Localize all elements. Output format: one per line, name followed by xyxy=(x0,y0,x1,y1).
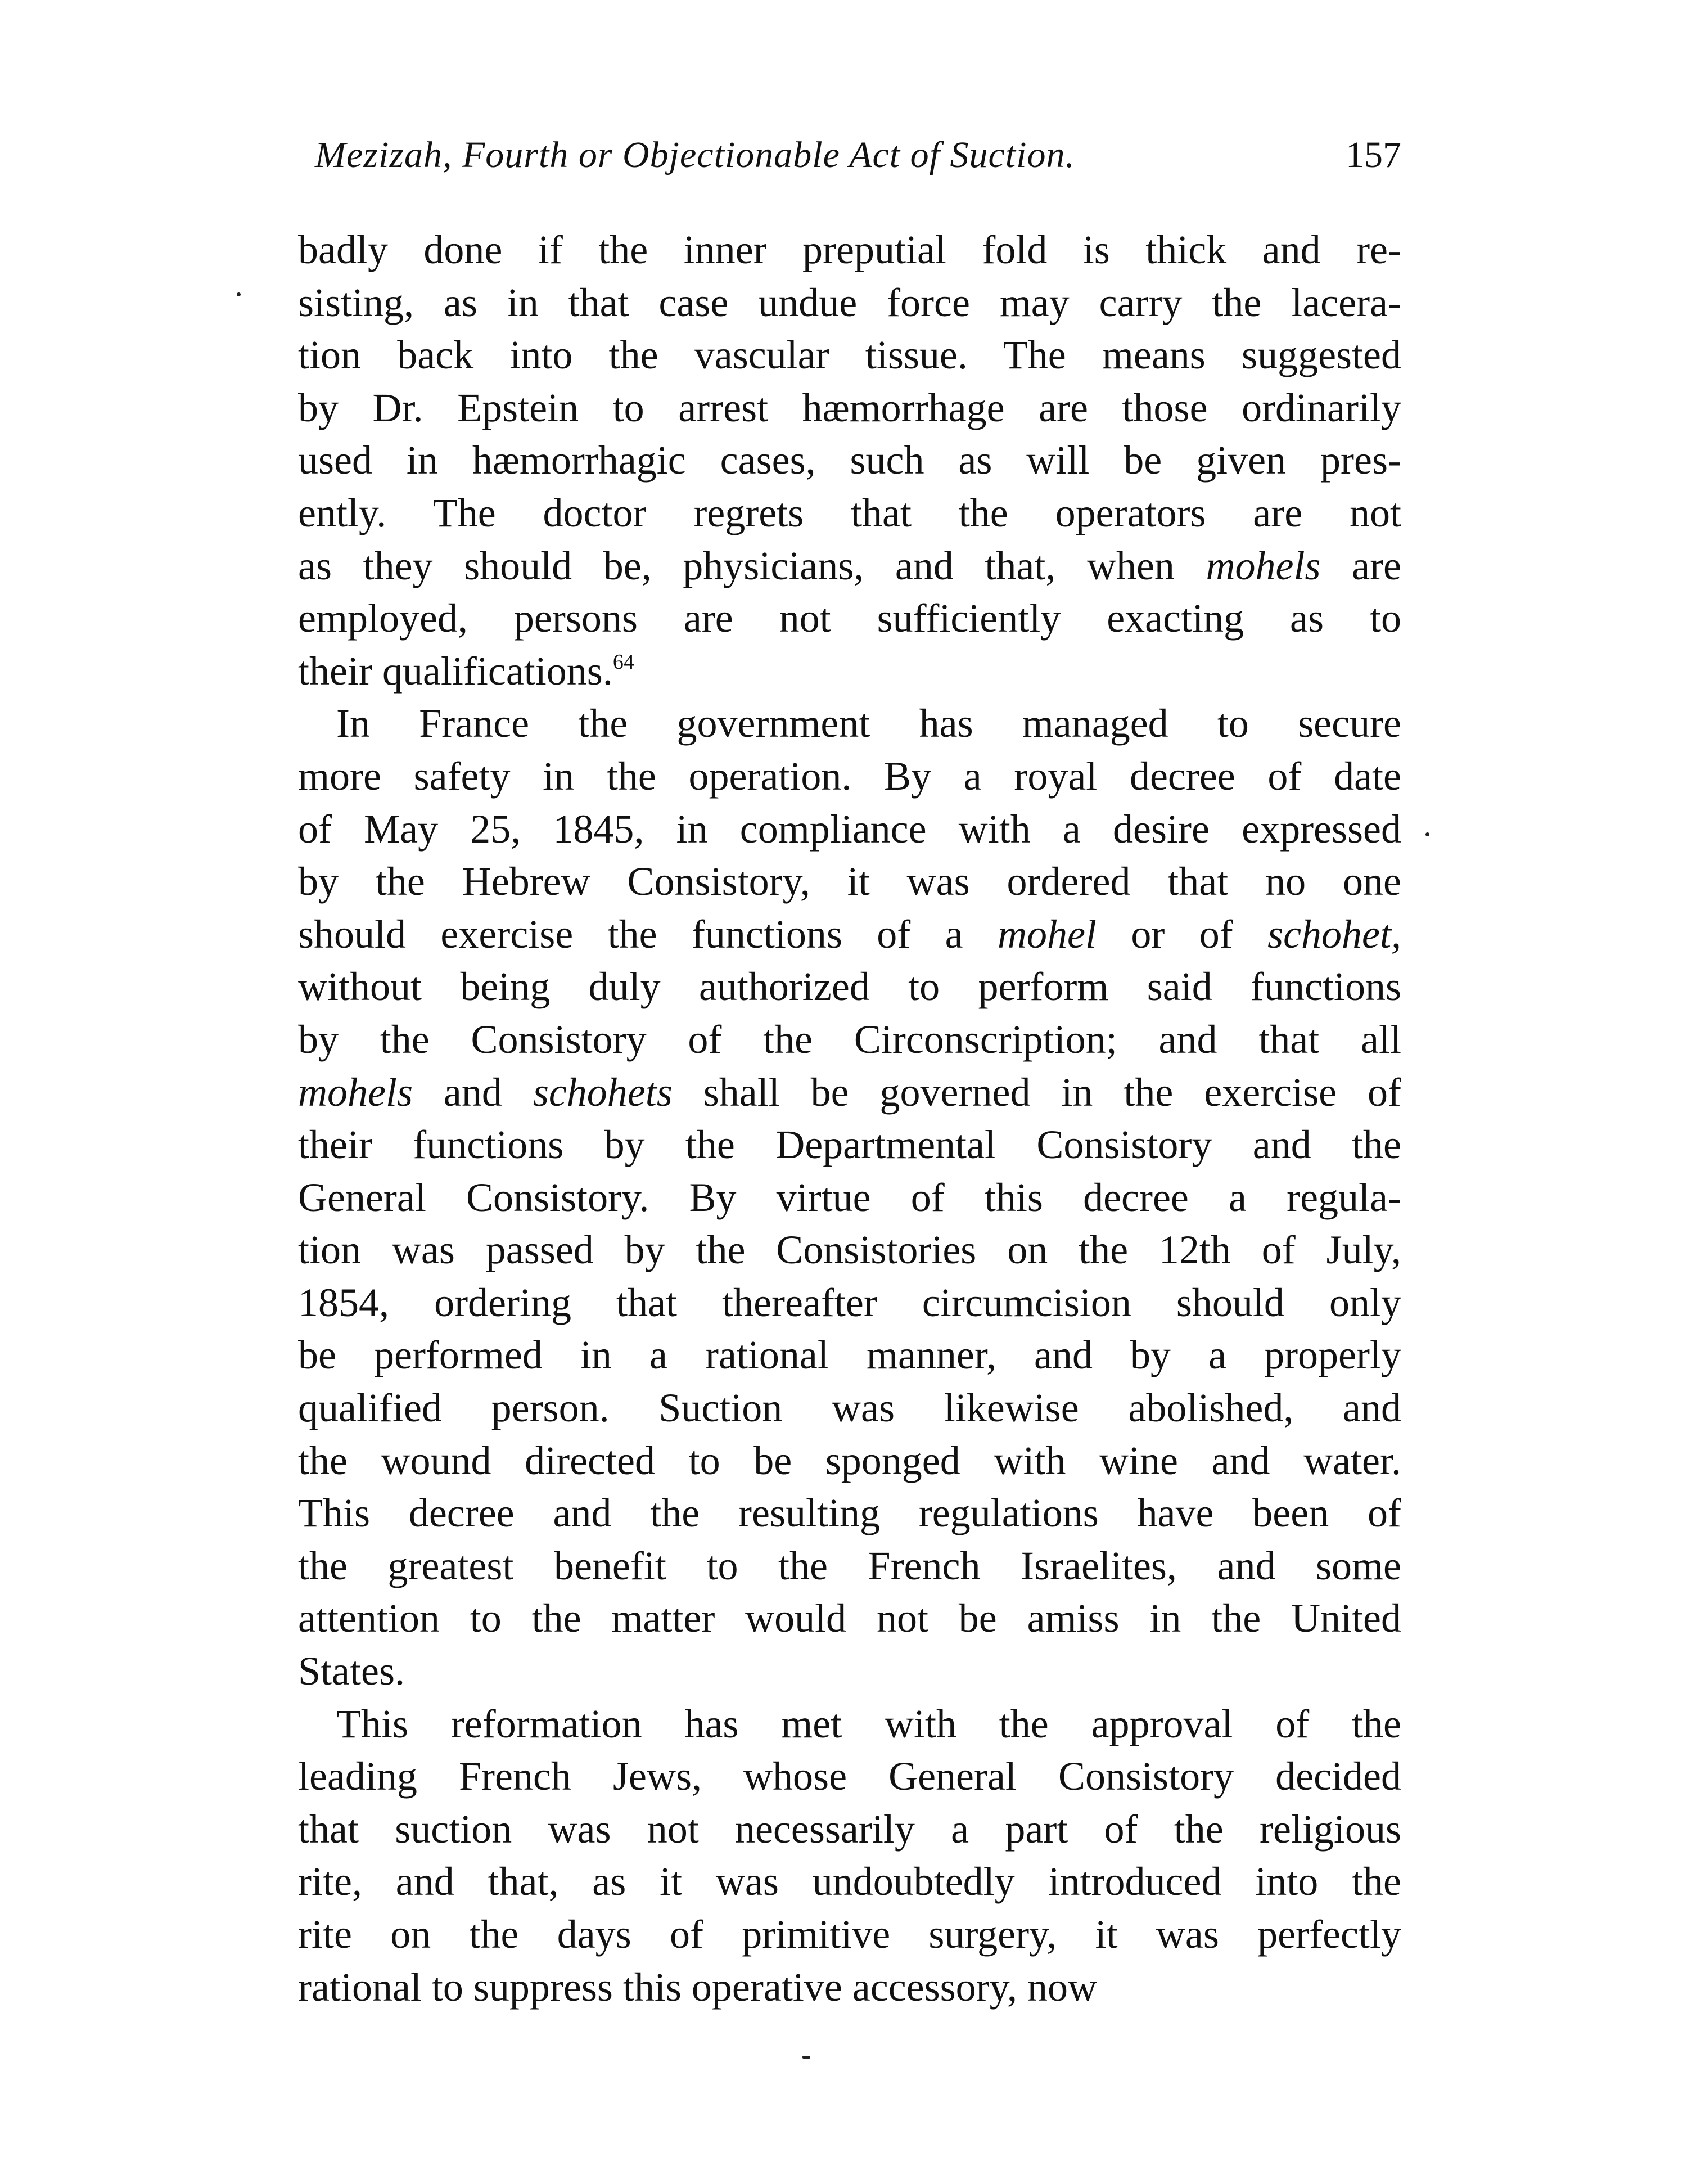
text-line xyxy=(298,1066,1401,1119)
text-segment: the wound directed to be sponged with wine and water. xyxy=(298,1438,1401,1483)
text-line xyxy=(298,434,1401,487)
text-line xyxy=(298,1698,1401,1751)
text-segment: ently. The doctor regrets that the operators are not xyxy=(298,490,1401,535)
text-line xyxy=(298,487,1401,540)
text-segment: or of xyxy=(1096,911,1268,957)
text-segment: States. xyxy=(298,1649,405,1694)
text-segment: by the Hebrew Consistory, it was ordered that no one xyxy=(298,859,1401,904)
text-segment: sisting, as in that case undue force may carry the lacera- xyxy=(298,280,1401,325)
running-title: Mezizah, Fourth or Objectionable Act of Suction. xyxy=(315,134,1075,175)
text-segment: more safety in the operation. By a royal decree of date xyxy=(298,753,1401,799)
paragraph xyxy=(298,1698,1401,2014)
text-line xyxy=(298,1803,1401,1856)
text-segment: their functions by the Departmental Consistory and the xyxy=(298,1122,1401,1168)
text-line xyxy=(298,1435,1401,1488)
text-line xyxy=(298,1119,1401,1172)
text-line xyxy=(298,1277,1401,1330)
text-line xyxy=(298,1172,1401,1224)
text-line xyxy=(298,1487,1401,1540)
text-line xyxy=(298,961,1401,1014)
text-segment: of May 25, 1845, in compliance with a desire expressed xyxy=(298,806,1401,852)
text-segment: by Dr. Epstein to arrest hæmorrhage are those ordinarily xyxy=(298,385,1401,430)
text-line xyxy=(298,697,1401,750)
text-segment: and xyxy=(412,1069,533,1115)
text-segment: without being duly authorized to perform said functions xyxy=(298,964,1401,1010)
text-segment: General Consistory. By virtue of this decree a regula- xyxy=(298,1174,1401,1220)
text-segment: by the Consistory of the Circonscription; and that all xyxy=(298,1016,1401,1062)
text-line xyxy=(298,540,1401,593)
text-line xyxy=(298,1014,1401,1066)
print-speck xyxy=(802,2056,810,2059)
text-segment: rite, and that, as it was undoubtedly introduced into the xyxy=(298,1859,1401,1904)
text-line xyxy=(298,908,1401,961)
italic-text: mohel xyxy=(998,911,1097,957)
text-line xyxy=(298,1750,1401,1803)
print-speck xyxy=(237,292,241,296)
text-segment: shall be governed in the exercise of xyxy=(672,1069,1401,1115)
text-segment: qualified person. Suction was likewise abolished, and xyxy=(298,1385,1401,1431)
text-line xyxy=(298,1592,1401,1645)
paragraph xyxy=(298,697,1401,1697)
text-line xyxy=(298,1645,1401,1698)
italic-text: schohet, xyxy=(1267,911,1402,957)
text-segment: are xyxy=(1320,543,1402,588)
text-segment: employed, persons are not sufficiently exacting as to xyxy=(298,596,1401,641)
text-line xyxy=(298,224,1401,277)
text-segment: leading French Jews, whose General Consistory decided xyxy=(298,1754,1401,1799)
text-line xyxy=(298,1224,1401,1277)
italic-text: schohets xyxy=(533,1069,673,1115)
text-line xyxy=(298,750,1401,803)
page-body xyxy=(298,224,1401,2014)
italic-text: mohels xyxy=(298,1069,413,1115)
text-segment: rational to suppress this operative accessory, now xyxy=(298,1964,1097,2010)
page-number: 157 xyxy=(1346,134,1401,175)
text-line xyxy=(298,1540,1401,1593)
text-segment: In France the government has managed to secure xyxy=(336,701,1401,746)
text-segment: rite on the days of primitive surgery, it was perfectly xyxy=(298,1912,1401,1957)
text-line xyxy=(298,645,1401,698)
running-head xyxy=(298,133,1401,178)
text-segment: This decree and the resulting regulations have been of xyxy=(298,1490,1401,1536)
italic-text: mohels xyxy=(1206,543,1321,588)
text-segment: attention to the matter would not be amiss in the United xyxy=(298,1596,1401,1641)
text-line xyxy=(298,592,1401,645)
text-line xyxy=(298,1908,1401,1961)
text-segment: as they should be, physicians, and that, when xyxy=(298,543,1206,588)
text-segment: tion back into the vascular tissue. The means suggested xyxy=(298,332,1401,378)
text-line xyxy=(298,329,1401,382)
text-segment: This reformation has met with the approval of the xyxy=(336,1701,1401,1746)
text-segment: that suction was not necessarily a part of the religious xyxy=(298,1806,1401,1852)
text-segment: used in hæmorrhagic cases, such as will be given pres- xyxy=(298,438,1401,483)
footnote-ref: 64 xyxy=(612,650,634,674)
text-segment: their qualifications. xyxy=(298,648,613,694)
text-segment: be performed in a rational manner, and by a properly xyxy=(298,1332,1401,1378)
print-speck xyxy=(1425,832,1429,836)
text-segment: badly done if the inner preputial fold is thick and re- xyxy=(298,227,1401,272)
text-segment: tion was passed by the Consistories on the 12th of July, xyxy=(298,1227,1401,1273)
paragraph xyxy=(298,224,1401,697)
text-segment: 1854, ordering that thereafter circumcision should only xyxy=(298,1280,1401,1325)
text-line xyxy=(298,803,1401,856)
text-segment: should exercise the functions of a xyxy=(298,911,998,957)
text-line xyxy=(298,277,1401,330)
text-line xyxy=(298,1961,1401,2014)
text-line xyxy=(298,1382,1401,1435)
text-segment: the greatest benefit to the French Israelites, and some xyxy=(298,1543,1401,1588)
text-line xyxy=(298,1329,1401,1382)
text-line xyxy=(298,855,1401,908)
text-line xyxy=(298,1856,1401,1908)
text-line xyxy=(298,382,1401,435)
